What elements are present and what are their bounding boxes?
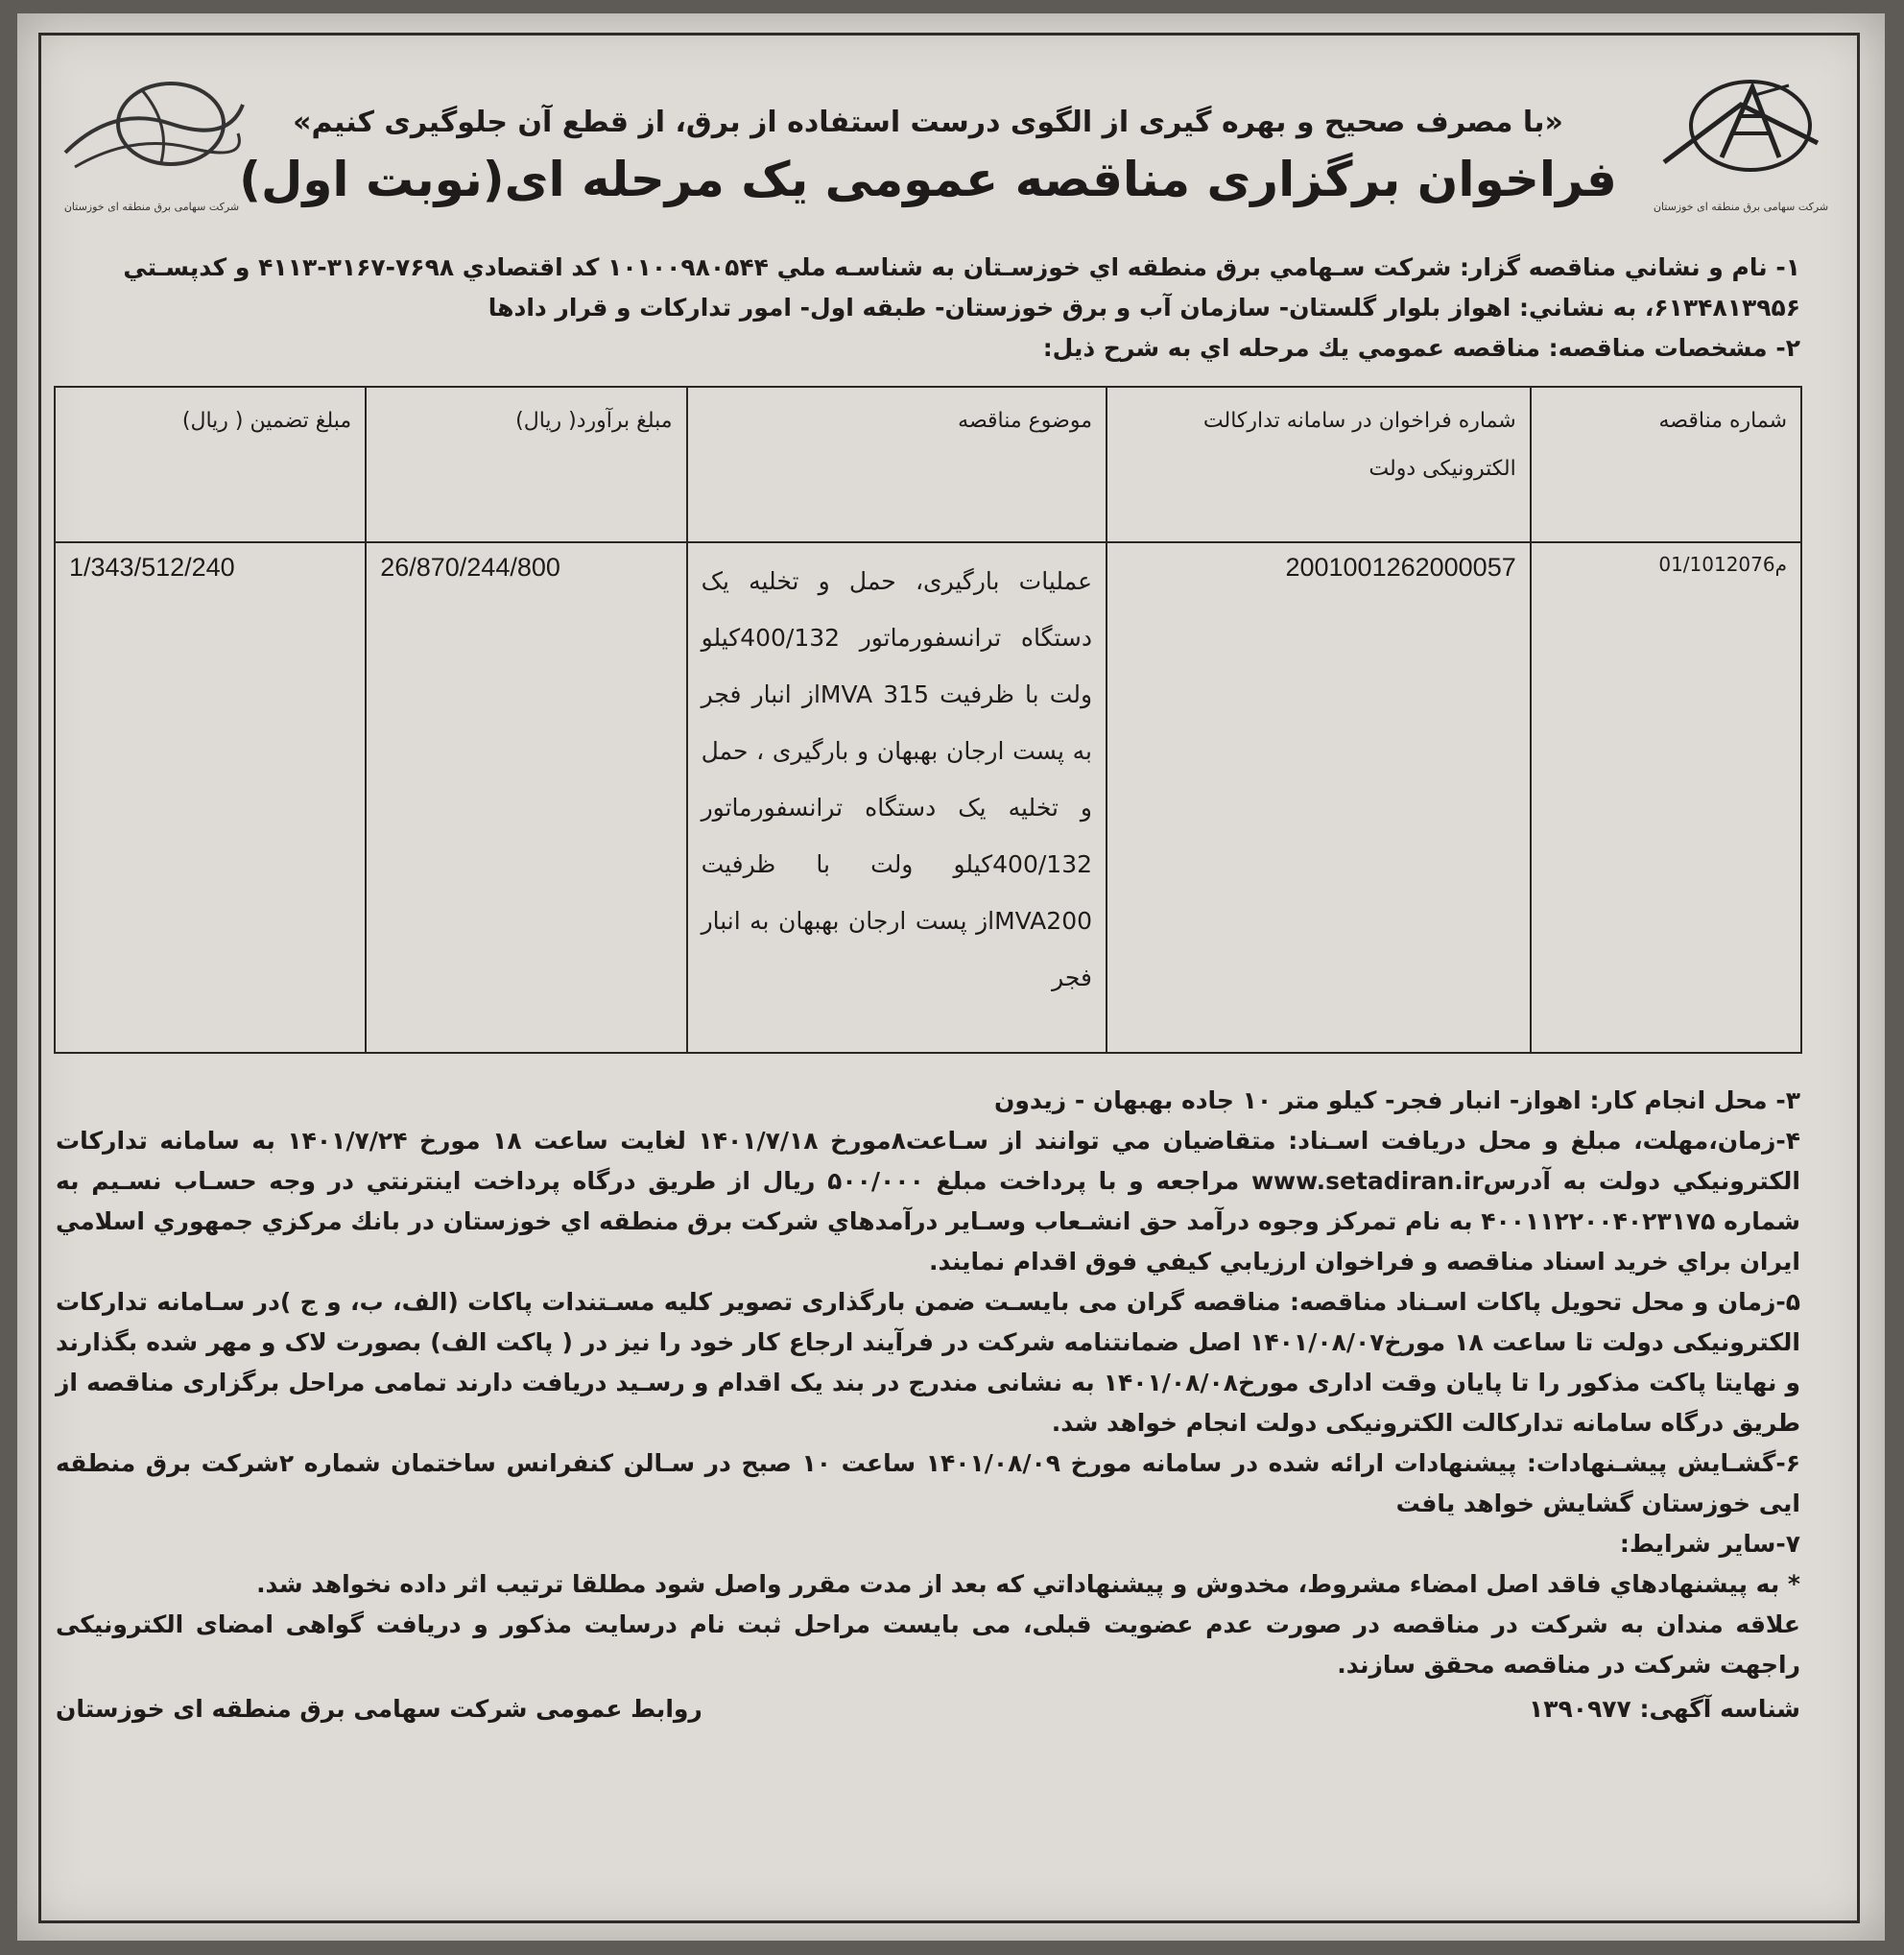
table-header-row	[55, 387, 1801, 542]
section-3: ۳- محل انجام كار: اهواز- انبار فجر- كيلو متر ۱۰ جاده بهبهان - زيدون	[994, 1086, 1800, 1114]
signature: روابط عمومی شركت سهامی برق منطقه ای خوزستان	[56, 1695, 702, 1723]
cell-subject: عمليات بارگيری، حمل و تخليه يک دستگاه ترانسفورماتور 400/132كيلو ولت با ظرفيت MVA 315از انبار فجر به پست ارجان بهبهان و بارگيری ، حمل و تخليه يک دستگاه ترانسفورماتور 400/132كيلو ولت با ظرفيت MVA200از پست ارجان بهبهان به انبار فجر	[687, 542, 1107, 1053]
section-7-title: ۷-ساير شرايط:	[1619, 1530, 1800, 1558]
cell-tender-number: م01/1012076	[1531, 542, 1801, 1053]
section-4: ۴-زمان،مهلت، مبلغ و محل دريافت اسـناد: متقاضيان مي توانند از سـاعت۸مورخ ۱۴۰۱/۷/۱۸ لغايت ساعت ۱۸ مورخ ۱۴۰۱/۷/۲۴ به سامانه تداركات الكترونيكي دولت به آدرسwww.setadiran.ir مراجعه و با پرداخت مبلغ ۵۰۰/۰۰۰ ريال از طريق درگاه پرداخت اينترنتي در وجه حسـاب نسـيم به شماره ۴۰۰۱۱۲۲۰۰۴۰۲۳۱۷۵ به نام تمركز وجوه درآمد حق انشـعاب وسـاير درآمدهاي شركت برق منطقه اي خوزستان در بانك مركزي جمهوري اسلامي ايران براي خريد اسناد مناقصه و فراخوان ارزيابي كيفي فوق اقدام نمايند.	[56, 1127, 1800, 1276]
section-5: ۵-زمان و محل تحويل پاكات اسـناد مناقصه: مناقصه گران می بايسـت ضمن بارگذاری تصوير كليه مسـتندات پاكات (الف، ب، و ج )در سـامانه تداركات الكترونيكی دولت تا ساعت ۱۸ مورخ۱۴۰۱/۰۸/۰۷ اصل ضمانتنامه شركت در فرآيند ارجاع كار خود را نيز در ( پاكت الف) بصورت لاک و مهر شده بگذارند و نهايتا پاكت مذكور را تا پايان وقت اداری مورخ۱۴۰۱/۰۸/۰۸ به نشانی مندرج در بند يک اقدام و رسـيد دريافت دارند تمامی مراحل برگزاری مناقصه از طريق درگاه سامانه تداركالت الكترونيكی دولت انجام خواهد شد.	[56, 1288, 1800, 1437]
cell-system-number: 2001001262000057	[1107, 542, 1531, 1053]
cell-guarantee: 1/343/512/240	[55, 542, 366, 1053]
section-1-line-2: ۶۱۳۴۸۱۳۹۵۶، به نشاني: اهواز بلوار گلستان- سازمان آب و برق خوزستان- طبقه اول- امور تداركات و قرار دادها	[488, 294, 1800, 322]
notice-title: فراخوان برگزاری مناقصه عمومی یک مرحله ای(نوبت اول)	[239, 152, 1617, 207]
footer	[46, 1695, 1810, 1723]
newspaper-clipping	[17, 13, 1885, 1941]
header-guarantee: مبلغ تضمين ( ريال)	[55, 387, 366, 542]
header-subject: موضوع مناقصه	[687, 387, 1107, 542]
section-2: ۲- مشخصات مناقصه: مناقصه عمومي يك مرحله اي به شرح ذيل:	[1042, 334, 1800, 362]
section-7-line-2: علاقه مندان به شركت در مناقصه در صورت عدم عضويت قبلی، می بايست مراحل ثبت نام درسايت مذكور و دريافت گواهی امضای الكترونيكی راجهت شركت در مناقصه محقق سازند.	[56, 1610, 1800, 1679]
section-1-line-1: ۱- نام و نشاني مناقصه گزار: شركت سـهامي برق منطقه اي خوزسـتان به شناسـه ملي ۱۰۱۰۰۹۸۰۵۴۴ كد اقتصادي ۷۶۹۸-۳۱۶۷-۴۱۱۳ و كدپسـتي	[123, 253, 1800, 281]
header-tender-number: شماره مناقصه	[1531, 387, 1801, 542]
section-6: ۶-گشـايش پيشـنهادات: پيشنهادات ارائه شده در سامانه مورخ ۱۴۰۱/۰۸/۰۹ ساعت ۱۰ صبح در سـالن كنفرانس ساختمان شماره ۲شركت برق منطقه ايی خوزستان گشايش خواهد يافت	[56, 1449, 1801, 1517]
slogan: «با مصرف صحیح و بهره گیری از الگوی درست استفاده از برق، از قطع آن جلوگیری کنیم»	[293, 106, 1563, 139]
ad-identifier: شناسه آگهی: ۱۳۹۰۹۷۷	[1528, 1695, 1800, 1723]
logo-caption: شرکت سهامی برق منطقه ای خوزستان	[1653, 201, 1829, 213]
cell-estimate: 26/870/244/800	[366, 542, 686, 1053]
header-estimate: مبلغ برآورد( ريال)	[366, 387, 686, 542]
logo-caption: شرکت سهامی برق منطقه ای خوزستان	[63, 201, 240, 213]
section-7-line-1: * به پيشنهادهاي فاقد اصل امضاء مشروط، مخدوش و پيشنهاداتي كه بعد از مدت مقرر واصل شود مطلقا ترتيب اثر داده نخواهد شد.	[256, 1570, 1800, 1598]
table-row	[55, 542, 1801, 1053]
header-system-number: شماره فراخوان در سامانه تداركالت الكترونيكی دولت	[1107, 387, 1531, 542]
notice-body	[46, 38, 1810, 1723]
tender-table	[54, 386, 1802, 1054]
